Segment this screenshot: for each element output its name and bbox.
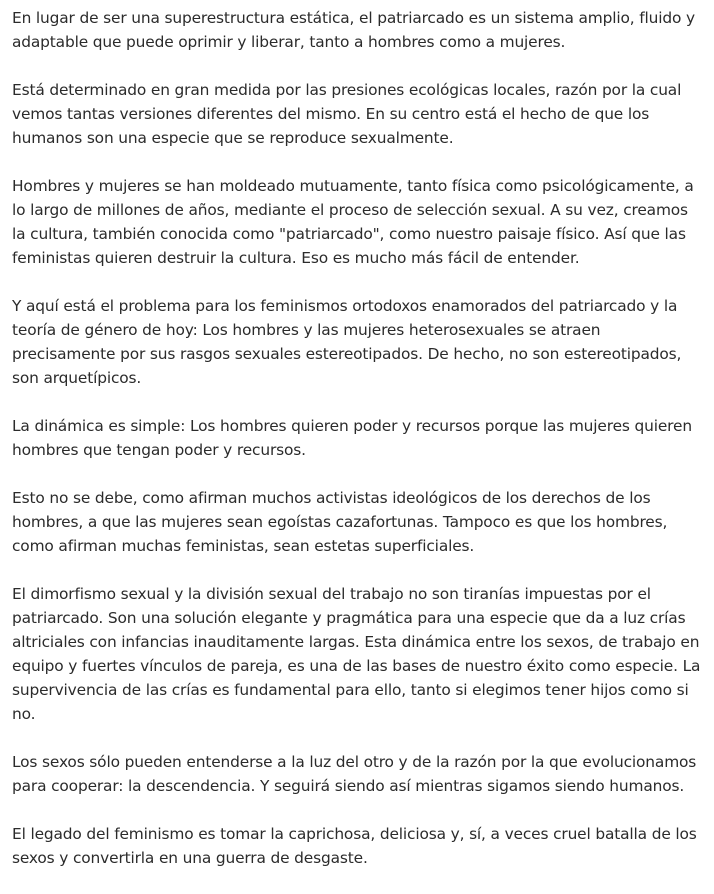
paragraph-9: El legado del feminismo es tomar la caprichosa, deliciosa y, sí, a veces cruel batalla de los sexos y convertirla en una guerra de desgaste. xyxy=(12,825,697,867)
paragraph-6: Esto no se debe, como afirman muchos activistas ideológicos de los derechos de los hombres, a que las mujeres sean egoístas cazafortunas. Tampoco es que los hombres, como afirman muchas feministas, sean estetas superficiales. xyxy=(12,489,668,555)
paragraph-8: Los sexos sólo pueden entenderse a la luz del otro y de la razón por la que evolucionamos para cooperar: la descendencia. Y seguirá siendo así mientras sigamos siendo humanos. xyxy=(12,753,697,795)
paragraph-5: La dinámica es simple: Los hombres quieren poder y recursos porque las mujeres quieren hombres que tengan poder y recursos. xyxy=(12,417,692,459)
paragraph-4: Y aquí está el problema para los feminismos ortodoxos enamorados del patriarcado y la teoría de género de hoy: Los hombres y las mujeres heterosexuales se atraen precisamente por sus rasgos sexuales estereotipados. De hecho, no son estereotipados, son arquetípicos. xyxy=(12,297,682,387)
paragraph-2: Está determinado en gran medida por las presiones ecológicas locales, razón por la cual vemos tantas versiones diferentes del mismo. En su centro está el hecho de que los humanos son una especie que se reproduce sexualmente. xyxy=(12,81,682,147)
paragraph-7: El dimorfismo sexual y la división sexual del trabajo no son tiranías impuestas por el patriarcado. Son una solución elegante y pragmática para una especie que da a luz crías altriciales con infancias inauditamente largas. Esta dinámica entre los sexos, de trabajo en equipo y fuertes vínculos de pareja, es una de las bases de nuestro éxito como especie. La supervivencia de las crías es fundamental para ello, tanto si elegimos tener hijos como si no. xyxy=(12,585,701,723)
paragraph-3: Hombres y mujeres se han moldeado mutuamente, tanto física como psicológicamente, a lo largo de millones de años, mediante el proceso de selección sexual. A su vez, creamos la cultura, también conocida como "patriarcado", como nuestro paisaje físico. Así que las feministas quieren destruir la cultura. Eso es mucho más fácil de entender. xyxy=(12,177,694,267)
article-body xyxy=(12,6,706,894)
paragraph-1: En lugar de ser una superestructura estática, el patriarcado es un sistema amplio, fluido y adaptable que puede oprimir y liberar, tanto a hombres como a mujeres. xyxy=(12,9,695,51)
